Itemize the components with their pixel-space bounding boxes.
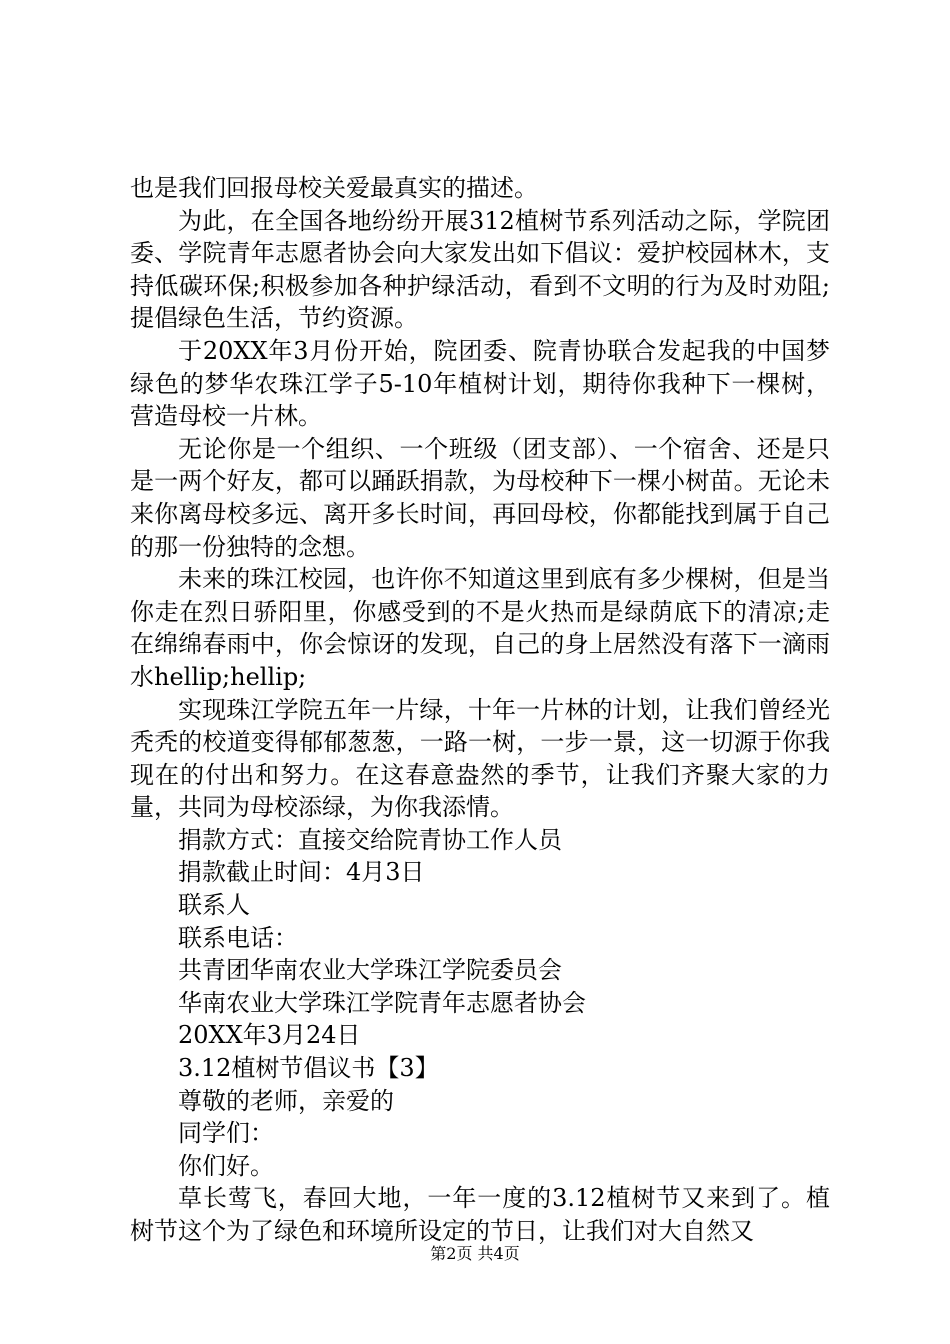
- paragraph-plan: 于20XX年3月份开始，院团委、院青协联合发起我的中国梦绿色的梦华农珠江学子5-10年植树计划，期待你我种下一棵树，营造母校一片林。: [130, 336, 830, 431]
- donation-method: 捐款方式：直接交给院青协工作人员: [178, 825, 562, 854]
- signature-date: 20XX年3月24日: [178, 1021, 361, 1050]
- paragraph-arbor-day: 草长莺飞，春回大地，一年一度的3.12植树节又来到了。植树节这个为了绿色和环境所设定的节日，让我们对大自然又: [130, 1184, 830, 1245]
- section-title: 3.12植树节倡议书【3】: [178, 1054, 439, 1083]
- paragraph-continuation: 也是我们回报母校关爱最真实的描述。: [130, 174, 538, 202]
- page-number-footer: 第2页 共4页: [430, 1244, 520, 1263]
- document-body: [130, 172, 830, 1248]
- paragraph-initiative: 为此，在全国各地纷纷开展312植树节系列活动之际，学院团委、学院青年志愿者协会向大家发出如下倡议：爱护校园林木，支持低碳环保;积极参加各种护绿活动，看到不文明的行为及时劝阻;提倡绿色生活，节约资源。: [130, 206, 830, 333]
- signature-volunteer-association: 华南农业大学珠江学院青年志愿者协会: [178, 988, 586, 1017]
- paragraph-future-campus: 未来的珠江校园，也许你不知道这里到底有多少棵树，但是当你走在烈日骄阳里，你感受到的不是火热而是绿荫底下的清凉;走在绵绵春雨中，你会惊讶的发现，自己的身上居然没有落下一滴雨水hellip;hellip;: [130, 565, 830, 691]
- contact-person: 联系人: [178, 891, 250, 920]
- salutation-line-1: 尊敬的老师，亲爱的: [178, 1086, 394, 1115]
- greeting: 你们好。: [178, 1151, 274, 1180]
- donation-deadline: 捐款截止时间：4月3日: [178, 858, 425, 887]
- paragraph-donation: 无论你是一个组织、一个班级（团支部）、一个宿舍、还是只是一两个好友，都可以踊跃捐款，为母校种下一棵小树苗。无论未来你离母校多远、离开多长时间，再回母校，你都能找到属于自己的那一份独特的念想。: [130, 434, 830, 561]
- contact-phone: 联系电话：: [178, 923, 298, 952]
- paragraph-call-to-action: 实现珠江学院五年一片绿，十年一片林的计划，让我们曾经光秃秃的校道变得郁郁葱葱，一路一树，一步一景，这一切源于你我现在的付出和努力。在这春意盎然的季节，让我们齐聚大家的力量，共同为母校添绿，为你我添情。: [130, 695, 830, 822]
- signature-league-committee: 共青团华南农业大学珠江学院委员会: [178, 956, 562, 985]
- salutation-line-2: 同学们：: [178, 1119, 274, 1148]
